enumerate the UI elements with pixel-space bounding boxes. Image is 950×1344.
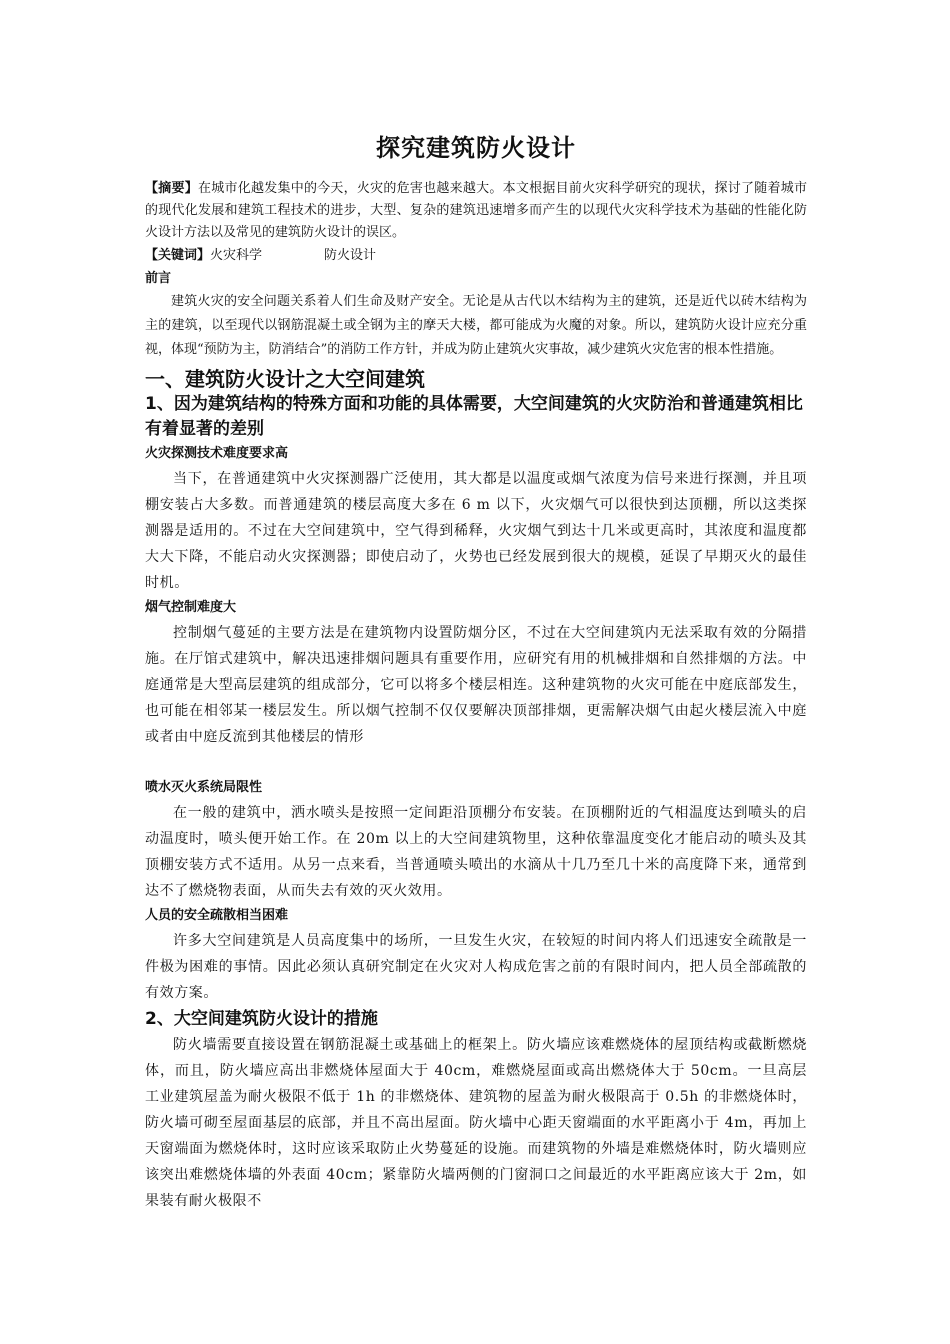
topic-paragraph: 当下，在普通建筑中火灾探测器广泛使用，其大都是以温度或烟气浓度为信号来进行探测，并且项棚安装占大多数。而普通建筑的楼层高度大多在 6 m 以下，火灾烟气可以很快到达顶棚，所以这类探测器是适用的。不过在大空间建筑中，空气得到稀释，火灾烟气到达十几米或更高时，其浓度和温度都大大下降，不能启动火灾探测器；即使启动了，火势也已经发展到很大的规模，延误了早期灭火的最佳时机。: [145, 471, 807, 591]
preface-paragraph: 建筑火灾的安全问题关系着人们生命及财产安全。无论是从古代以木结构为主的建筑，还是近代以砖木结构为主的建筑，以至现代以钢筋混凝土或全钢为主的摩天大楼，都可能成为火魔的对象。所以，建筑防火设计应充分重视，体现“预防为主，防消结合”的消防工作方针，并成为防止建筑火灾事故，减少建筑火灾危害的根本性措施。: [145, 294, 807, 357]
blank-line: [145, 750, 807, 776]
topic-heading: 火灾探测技术难度要求高: [145, 446, 289, 461]
keyword-item: 火灾科学: [210, 248, 263, 263]
keywords-label: 【关键词】: [145, 248, 211, 263]
section-heading: 一、建筑防火设计之大空间建筑: [145, 367, 425, 391]
topic-heading: 烟气控制难度大: [145, 600, 237, 615]
topic-paragraph: 控制烟气蔓延的主要方法是在建筑物内设置防烟分区，不过在大空间建筑内无法采取有效的分隔措施。在厅馆式建筑中，解决迅速排烟问题具有重要作用，应研究有用的机械排烟和自然排烟的方法。中庭通常是大型高层建筑的组成部分，它可以将多个楼层相连。这种建筑物的火灾可能在中庭底部发生，也可能在相邻某一楼层发生。所以烟气控制不仅仅要解决顶部排烟，更需解决烟气由起火楼层流入中庭或者由中庭反流到其他楼层的情形: [145, 625, 807, 745]
abstract: [145, 178, 807, 244]
topic-heading: 喷水灭火系统局限性: [145, 780, 263, 795]
keyword-item: 防火设计: [324, 248, 377, 263]
topic-paragraph: 许多大空间建筑是人员高度集中的场所，一旦发生火灾，在较短的时间内将人们迅速安全疏散是一件极为困难的事情。因此必须认真研究制定在火灾对人构成危害之前的有限时间内，把人员全部疏散的有效方案。: [145, 933, 807, 1001]
measures-paragraph: 防火墙需要直接设置在钢筋混凝土或基础上的框架上。防火墙应该难燃烧体的屋顶结构或截断燃烧体，而且，防火墙应高出非燃烧体屋面大于 40cm，难燃烧屋面或高出燃烧体大于 50cm。一旦高层工业建筑屋盖为耐火极限不低于 1h 的非燃烧体、建筑物的屋盖为耐火极限高于 0.5h 的非燃烧体时，防火墙可砌至屋面基层的底部，并且不高出屋面。防火墙中心距天窗端面的水平距离小于 4m，再加上天窗端面为燃烧体时，这时应该采取防止火势蔓延的设施。而建筑物的外墙是难燃烧体时，防火墙则应该突出难燃烧体墙的外表面 40cm；紧靠防火墙两侧的门窗洞口之间最近的水平距离应该大于 2m，如果装有耐火极限不: [145, 1037, 807, 1209]
abstract-label: 【摘要】: [145, 181, 198, 196]
preface-heading: 前言: [145, 271, 172, 286]
topic-heading: 人员的安全疏散相当困难: [145, 908, 289, 923]
subsection-heading: 1、因为建筑结构的特殊方面和功能的具体需要，大空间建筑的火灾防治和普通建筑相比有着显著的差别: [145, 394, 803, 439]
subsection-heading: 2、大空间建筑防火设计的措施: [145, 1009, 378, 1029]
topic-paragraph: 在一般的建筑中，洒水喷头是按照一定间距沿顶棚分布安装。在顶棚附近的气相温度达到喷头的启动温度时，喷头便开始工作。在 20m 以上的大空间建筑物里，这种依靠温度变化才能启动的喷头及其顶棚安装方式不适用。从另一点来看，当普通喷头喷出的水滴从十几乃至几十米的高度降下来，通常到达不了燃烧物表面，从而失去有效的灭火效用。: [145, 805, 807, 899]
keywords: [145, 244, 807, 268]
abstract-text: 在城市化越发集中的今天，火灾的危害也越来越大。本文根据目前火灾科学研究的现状，探讨了随着城市的现代化发展和建筑工程技术的进步，大型、复杂的建筑迅速增多而产生的以现代火灾科学技术为基础的性能化防火设计方法以及常见的建筑防火设计的误区。: [145, 181, 807, 240]
document-page: [145, 128, 807, 1214]
document-title: 探究建筑防火设计: [376, 134, 576, 162]
